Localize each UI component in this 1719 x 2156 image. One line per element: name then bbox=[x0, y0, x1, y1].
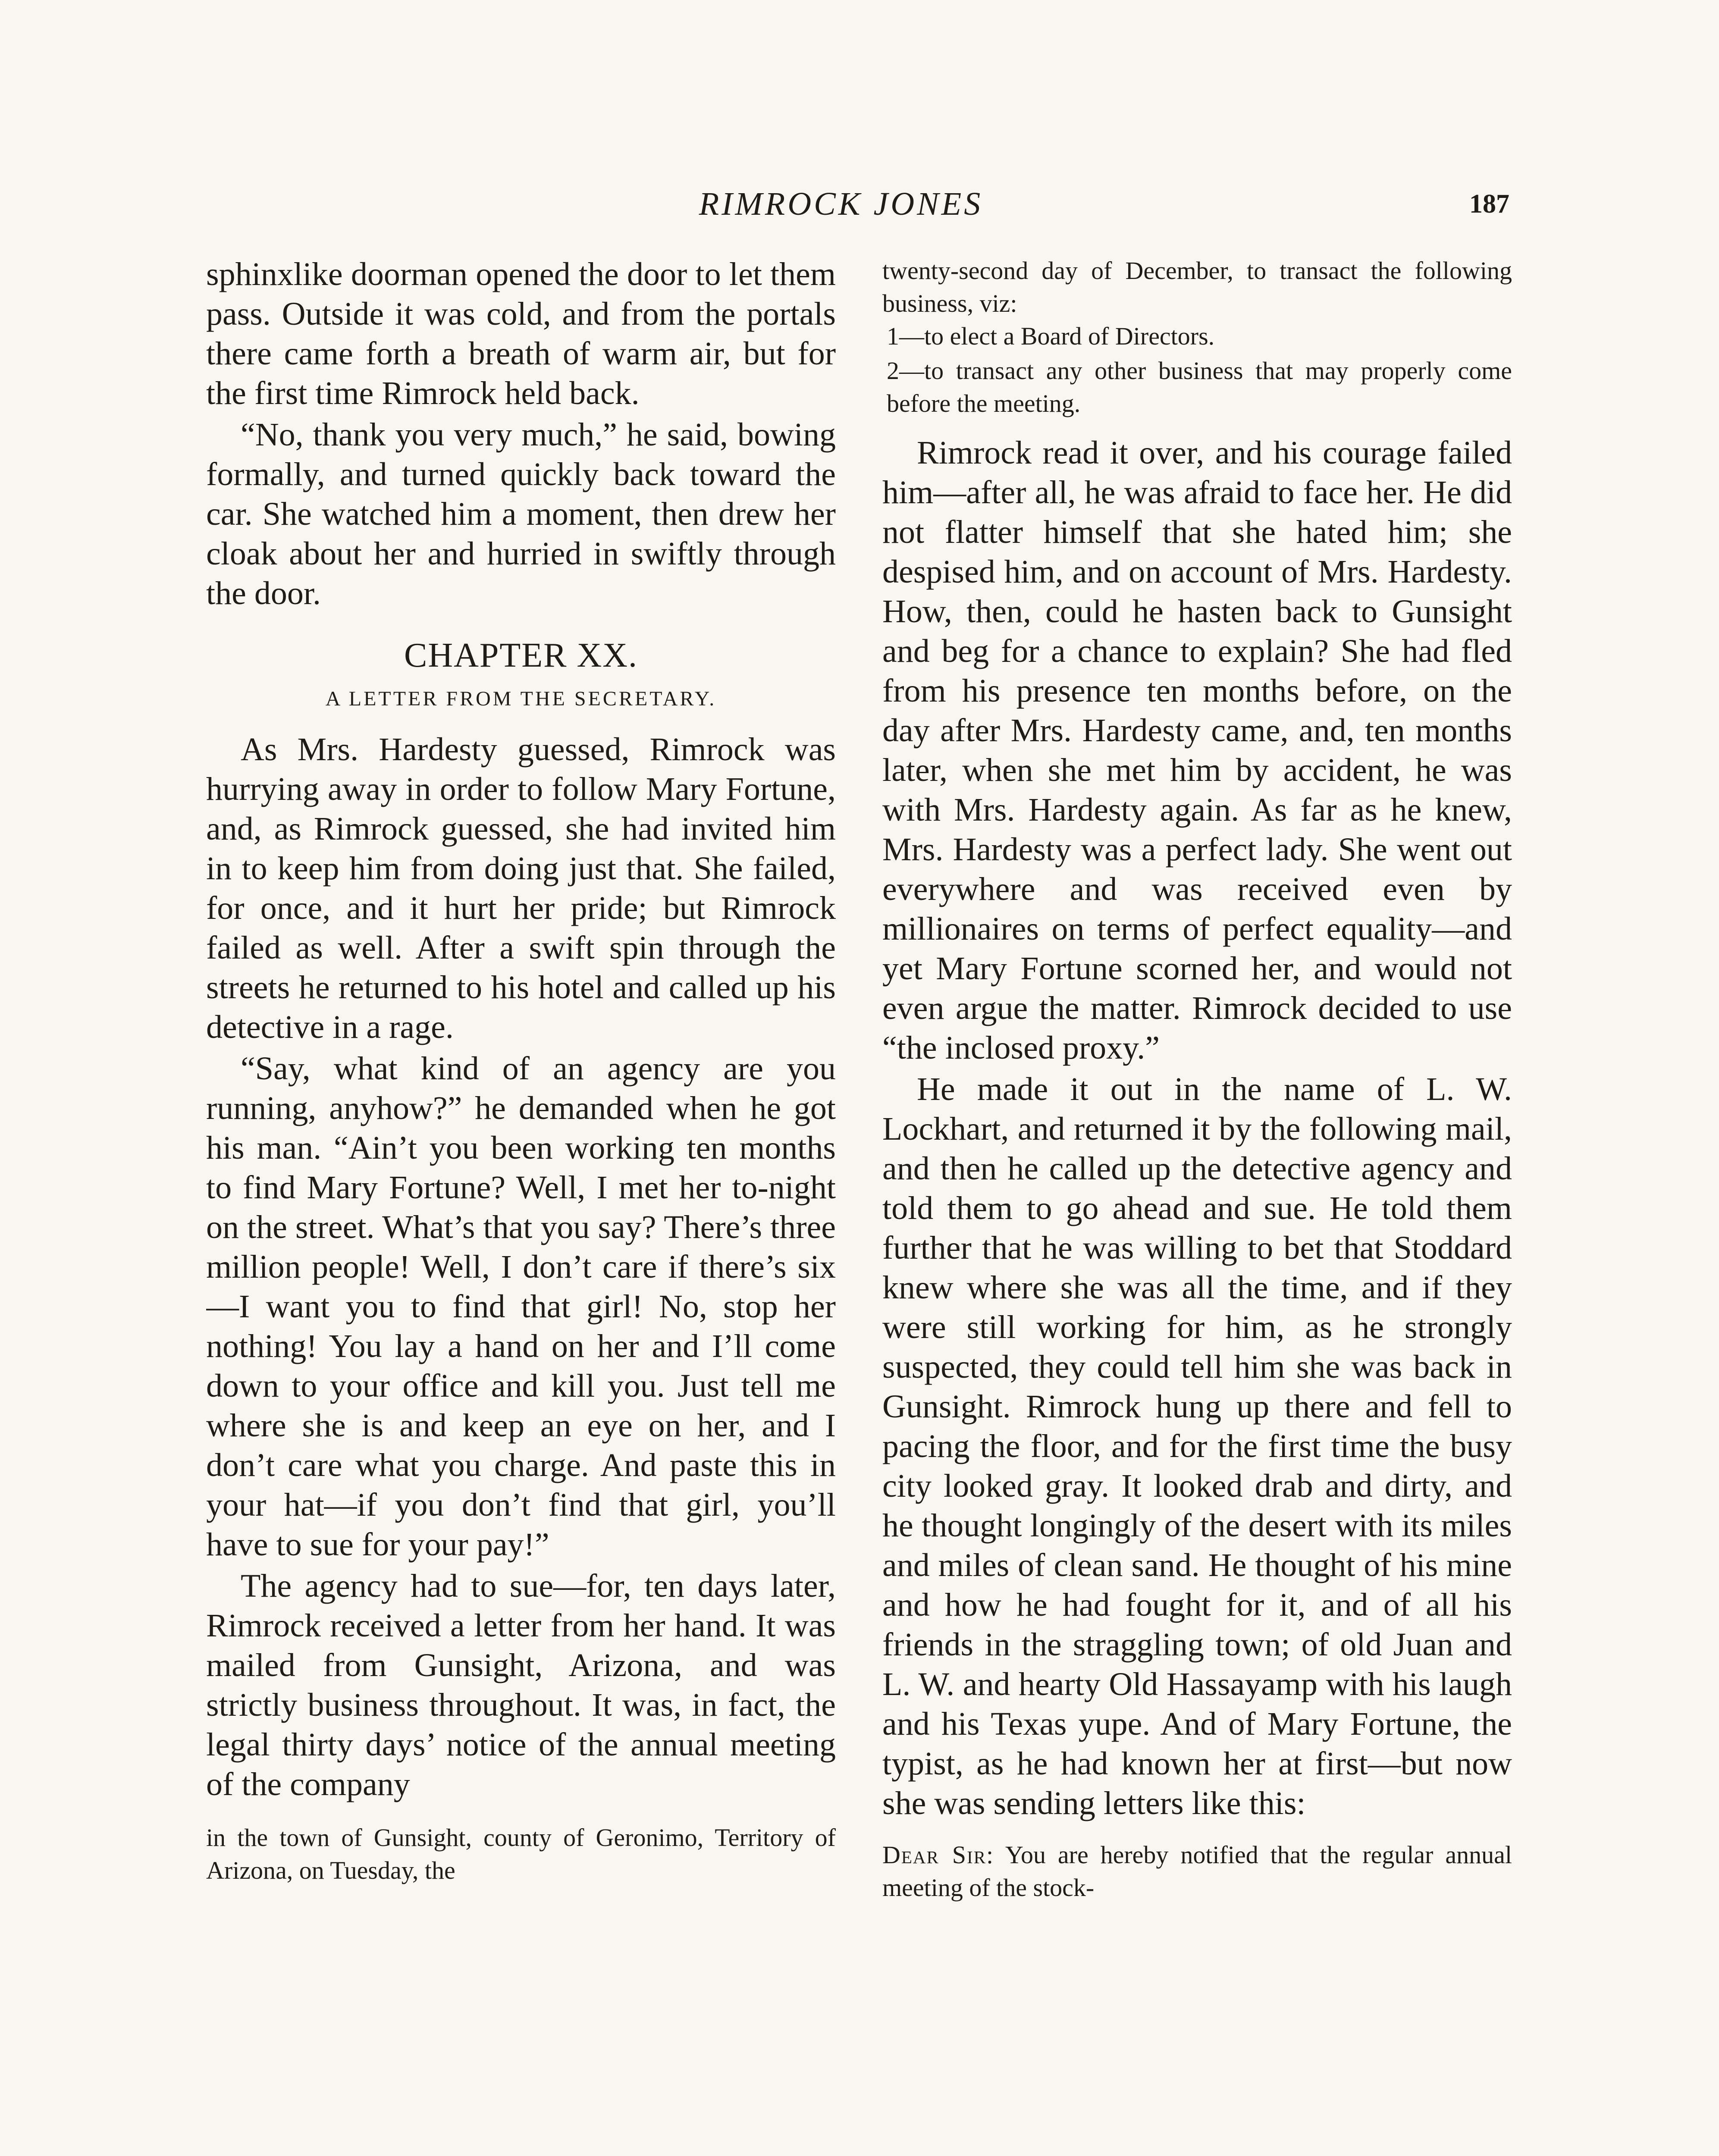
paragraph: He made it out in the name of L. W. Lockhart, and returned it by the following mail, and then he called up the detective agency and told them to go ahead and sue. He told them further that he was willing to bet that Stoddard knew where she was all the time, and if they were still working for him, as he strongly suspected, they could tell him she was back in Gunsight. Rimrock hung up there and fell to pacing the floor, and for the first time the busy city looked gray. It looked drab and dirty, and he thought longingly of the desert with its miles and miles of clean sand. He thought of his mine and how he had fought for it, and of all his friends in the straggling town; of old Juan and L. W. and hearty Old Hassayamp with his laugh and his Texas yupe. And of Mary Fortune, the typist, as he had known her at first—but now she was sending letters like this: bbox=[882, 1071, 1512, 1821]
paragraph: As Mrs. Hardesty guessed, Rimrock was hurrying away in order to follow Mary Fortune, and, as Rimrock guessed, she had invited him in to keep him from doing just that. She failed, for once, and it hurt her pride; but Rimrock failed as well. After a swift spin through the streets he returned to his hotel and called up his detective in a rage. bbox=[206, 731, 836, 1045]
paragraph: “Say, what kind of an agency are you running, anyhow?” he demanded when he got his man. “Ain’t you been working ten months to find Mary Fortune? Well, I met her to-night on the street. What’s that you say? There’s three million people! Well, I don’t care if there’s six—I want you to find that girl! No, stop her nothing! You lay a hand on her and I’ll come down to your office and kill you. Just tell me where she is and keep an eye on her, and I don’t care what you charge. And paste this in your hat—if you don’t find that girl, you’ll have to sue for your pay!” bbox=[206, 1050, 836, 1563]
notice-text: twenty-second day of December, to transact the following business, viz: bbox=[882, 257, 1512, 317]
letter-text: You are hereby notified that the regular annual meeting of the stock- bbox=[882, 1841, 1512, 1902]
running-head bbox=[0, 180, 1719, 228]
notice-text: in the town of Gunsight, county of Geronimo, Territory of Arizona, on Tuesday, the bbox=[206, 1824, 836, 1884]
paragraph: Rimrock read it over, and his courage failed him—after all, he was afraid to face her. He did not flatter himself that she hated him; she despised him, and on account of Mrs. Hardesty. How, then, could he hasten back to Gunsight and beg for a chance to explain? She had fled from his presence ten months before, on the day after Mrs. Hardesty came, and, ten months later, when she met him by accident, he was with Mrs. Hardesty again. As far as he knew, Mrs. Hardesty was a perfect lady. She went out everywhere and was received even by millionaires on terms of perfect equality—and yet Mary Fortune scorned her, and would not even argue the matter. Rimrock decided to use “the inclosed proxy.” bbox=[882, 435, 1512, 1066]
notice-item: 1—to elect a Board of Directors. bbox=[887, 322, 1215, 350]
running-title: RIMROCK JONES bbox=[699, 186, 983, 222]
letter-salutation: Dear Sir: bbox=[882, 1841, 994, 1869]
paragraph: “No, thank you very much,” he said, bowing formally, and turned quickly back toward the car. She watched him a moment, then drew her cloak about her and hurried in swiftly through the door. bbox=[206, 417, 836, 611]
paragraph: sphinxlike doorman opened the door to let them pass. Outside it was cold, and from the portals there came forth a breath of warm air, but for the first time Rimrock held back. bbox=[206, 256, 836, 411]
notice-item: 2—to transact any other business that may properly come before the meeting. bbox=[887, 357, 1512, 417]
paragraph: The agency had to sue—for, ten days later, Rimrock received a letter from her hand. It was mailed from Gunsight, Arizona, and was strictly business throughout. It was, in fact, the legal thirty days’ notice of the annual meeting of the company bbox=[206, 1568, 836, 1802]
chapter-heading: CHAPTER XX. bbox=[404, 636, 638, 674]
right-column bbox=[882, 254, 1512, 2156]
letter-opening bbox=[882, 1839, 1512, 1904]
left-column bbox=[206, 254, 836, 2156]
page-number: 187 bbox=[1469, 189, 1509, 219]
chapter-subtitle: A LETTER FROM THE SECRETARY. bbox=[325, 687, 717, 710]
